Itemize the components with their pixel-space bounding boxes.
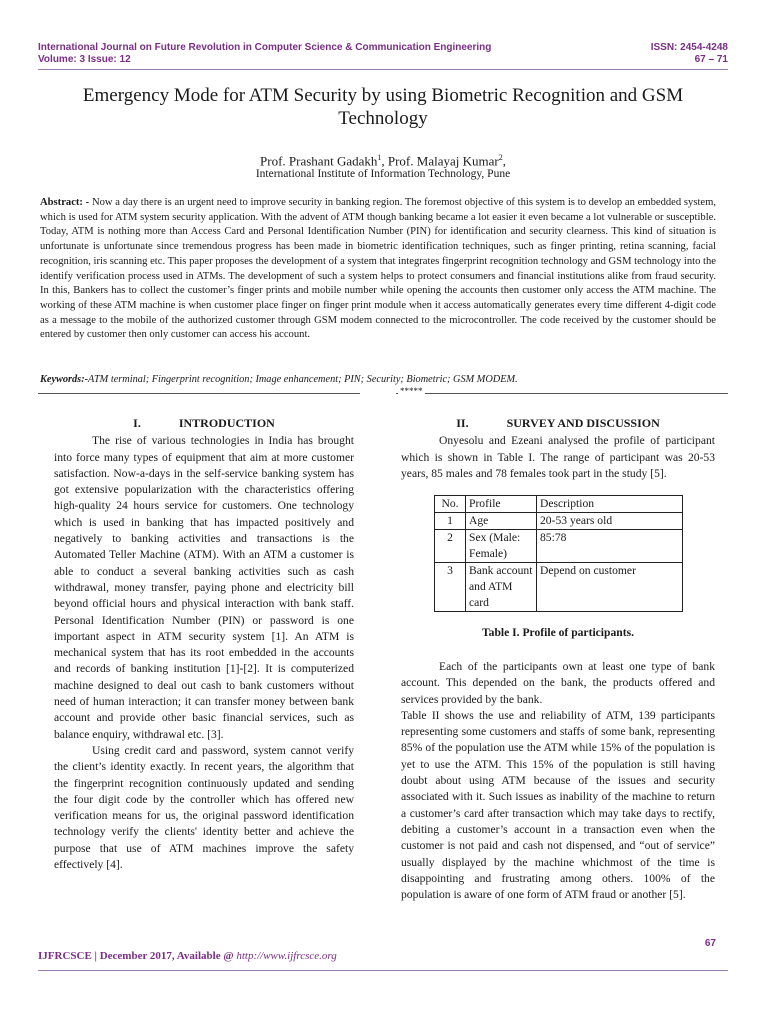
table-cell: Depend on customer	[537, 563, 683, 612]
journal-issn: ISSN: 2454-4248	[650, 42, 728, 53]
table-cell: 2	[435, 530, 466, 563]
intro-title: INTRODUCTION	[178, 416, 275, 430]
institution: International Institute of Information Technology, Pune	[255, 168, 511, 180]
footer	[38, 950, 337, 962]
keywords-label: Keywords:-	[40, 374, 89, 385]
separator-stars: *****	[400, 386, 423, 396]
table-cell: 85:78	[537, 530, 683, 563]
intro-paragraph-1: The rise of various technologies in India has brought into force many types of equipment that aim at more customer satisfaction. Now-a-days in the self-service banking system has got extensive popularization with the characteristics offering high-quality 24 hours service for customers. One technology which is used in banking that has impacted positively and negatively to banking activities and transactions is the Automated Teller Machine (ATM). With an ATM a customer is able to conduct a several banking activities such as cash withdrawal, money transfer, paying phone and electricity bill beyond official hours and physical interaction with bank staff. Personal Identification Number (PIN) or password is one important aspect in ATM security system [1]. An ATM is mechanical system that has its root embedded in the accounts and records of banking institution [1]-[2]. It is computerized machine designed to deal out cash to bank customers without need of human interaction; it can transfer money between bank account and provide other basic financial services, such as balance enquiry, withdrawal etc. [3].	[54, 434, 354, 741]
survey-paragraph-1: Onyesolu and Ezeani analysed the profile of participant which is shown in Table I. The range of participant was 20-53 years, 85 males and 78 females took part in the study [5].	[401, 434, 715, 480]
footer-text: IJFRCSCE | December 2017, Available @	[38, 950, 237, 962]
profile-table	[434, 495, 683, 612]
separator-line-left	[38, 393, 360, 394]
table-cell: Age	[466, 513, 537, 530]
paper-title: Emergency Mode for ATM Security by using Biometric Recognition and GSM Technology	[82, 85, 684, 129]
table-caption: Table I. Profile of participants.	[481, 626, 634, 639]
header-rule	[38, 69, 728, 70]
table-cell: 3	[435, 563, 466, 612]
survey-number: II.	[456, 416, 469, 430]
abstract	[40, 196, 716, 343]
author-2-affiliation: 2	[498, 153, 503, 162]
abstract-text: Now a day there is an urgent need to improve security in banking region. The foremost objective of this system is to develop an embedded system, which is used for ATM system security application. With the advent of ATM though banking became a lot easier it even became a lot vulnerable or susceptible. Today, ATM is nothing more than Access Card and Personal Identification Number (PIN) for identification and security clearness. This kind of situation is unfortunate is unfortunate since tremendous progress has been made in biometric identification techniques, such as finger printing, retina scanning, facial recognition, iris scanning etc. This paper proposes the development of a system that integrates fingerprint recognition technology and GSM technology into the identify verification process used in ATMs. The development of such a system helps to protect consumers and financial institutions alike from fraud security. In this, Bankers has to collect the customer’s finger prints and mobile number while opening the accounts then customer only access the ATM machine. The working of these ATM machine is when customer place finger on finger print module when it access automatically generates every time different 4-digit code as a message to the mobile of the authorized customer through GSM modem connected to the microcontroller. The code received by the customer should be entered by customer then only customer can access his account.	[40, 197, 716, 341]
author-1-affiliation: 1	[377, 153, 382, 162]
author-line-end: ,	[502, 153, 506, 169]
right-column	[401, 415, 715, 482]
journal-volume: Volume: 3 Issue: 12	[38, 54, 131, 65]
survey-title: SURVEY AND DISCUSSION	[506, 416, 660, 430]
keywords	[40, 374, 716, 385]
survey-heading	[401, 415, 715, 431]
table-cell: Sex (Male: Female)	[466, 530, 537, 563]
table-row	[435, 563, 683, 612]
author-1: Prof. Prashant Gadakh	[260, 153, 378, 169]
right-column-continued	[401, 659, 715, 903]
left-column	[54, 415, 354, 873]
table-header-row	[435, 496, 683, 513]
intro-heading	[54, 415, 354, 431]
table-cell: 20-53 years old	[537, 513, 683, 530]
author-2: Prof. Malayaj Kumar	[387, 153, 499, 169]
survey-paragraph-2: Each of the participants own at least one type of bank account. This depended on the bank, the products offered and services provided by the bank.	[401, 660, 715, 706]
abstract-label: Abstract: -	[40, 197, 90, 208]
table-header-cell: Description	[537, 496, 683, 513]
table-header-cell: Profile	[466, 496, 537, 513]
footer-link[interactable]: http://www.ijfrcsce.org	[236, 950, 337, 962]
keywords-text: ATM terminal; Fingerprint recognition; Image enhancement; PIN; Security; Biometric; GSM MODEM.	[88, 374, 518, 385]
separator-line-right	[396, 393, 728, 394]
table-cell: 1	[435, 513, 466, 530]
intro-paragraph-2: Using credit card and password, system cannot verify the client’s identity exactly. In recent years, the algorithm that the fingerprint recognition continuously updated and sending the four digit code by the controller which has offered new verification means for us, the original password identification technology verify the clients' identity better and achieve the purpose that use of ATM machines improve the safety effectively [4].	[54, 743, 354, 872]
journal-name: International Journal on Future Revolution in Computer Science & Communication Engineering	[38, 42, 492, 53]
page-range: 67 – 71	[694, 54, 728, 65]
intro-number: I.	[133, 416, 141, 430]
section-separator	[38, 386, 728, 400]
page-number: 67	[704, 938, 716, 949]
table-row	[435, 513, 683, 530]
author-line	[38, 150, 728, 169]
footer-rule	[38, 970, 728, 971]
author-separator: ,	[381, 153, 388, 169]
table-header-cell: No.	[435, 496, 466, 513]
survey-paragraph-3: Table II shows the use and reliability of ATM, 139 participants representing some customers and staffs of some bank, representing 85% of the population use the ATM while 15% of the population is yet to use the ATM. This 15% of the population is still having doubt about using ATM because of the issues and security associated with it. Such issues as inability of the machine to return a customer’s card after transaction which may take days to rectify, debiting a customer’s account in a transaction even when the customer is not paid and cash not dispensed, and “out of service” usually displayed by the machine whichmost of the time is disappointing and frustrating among others. 100% of the population is aware of one form of ATM fraud or another [5].	[401, 708, 715, 902]
table-cell: Bank account and ATM card	[466, 563, 537, 612]
table-row	[435, 530, 683, 563]
